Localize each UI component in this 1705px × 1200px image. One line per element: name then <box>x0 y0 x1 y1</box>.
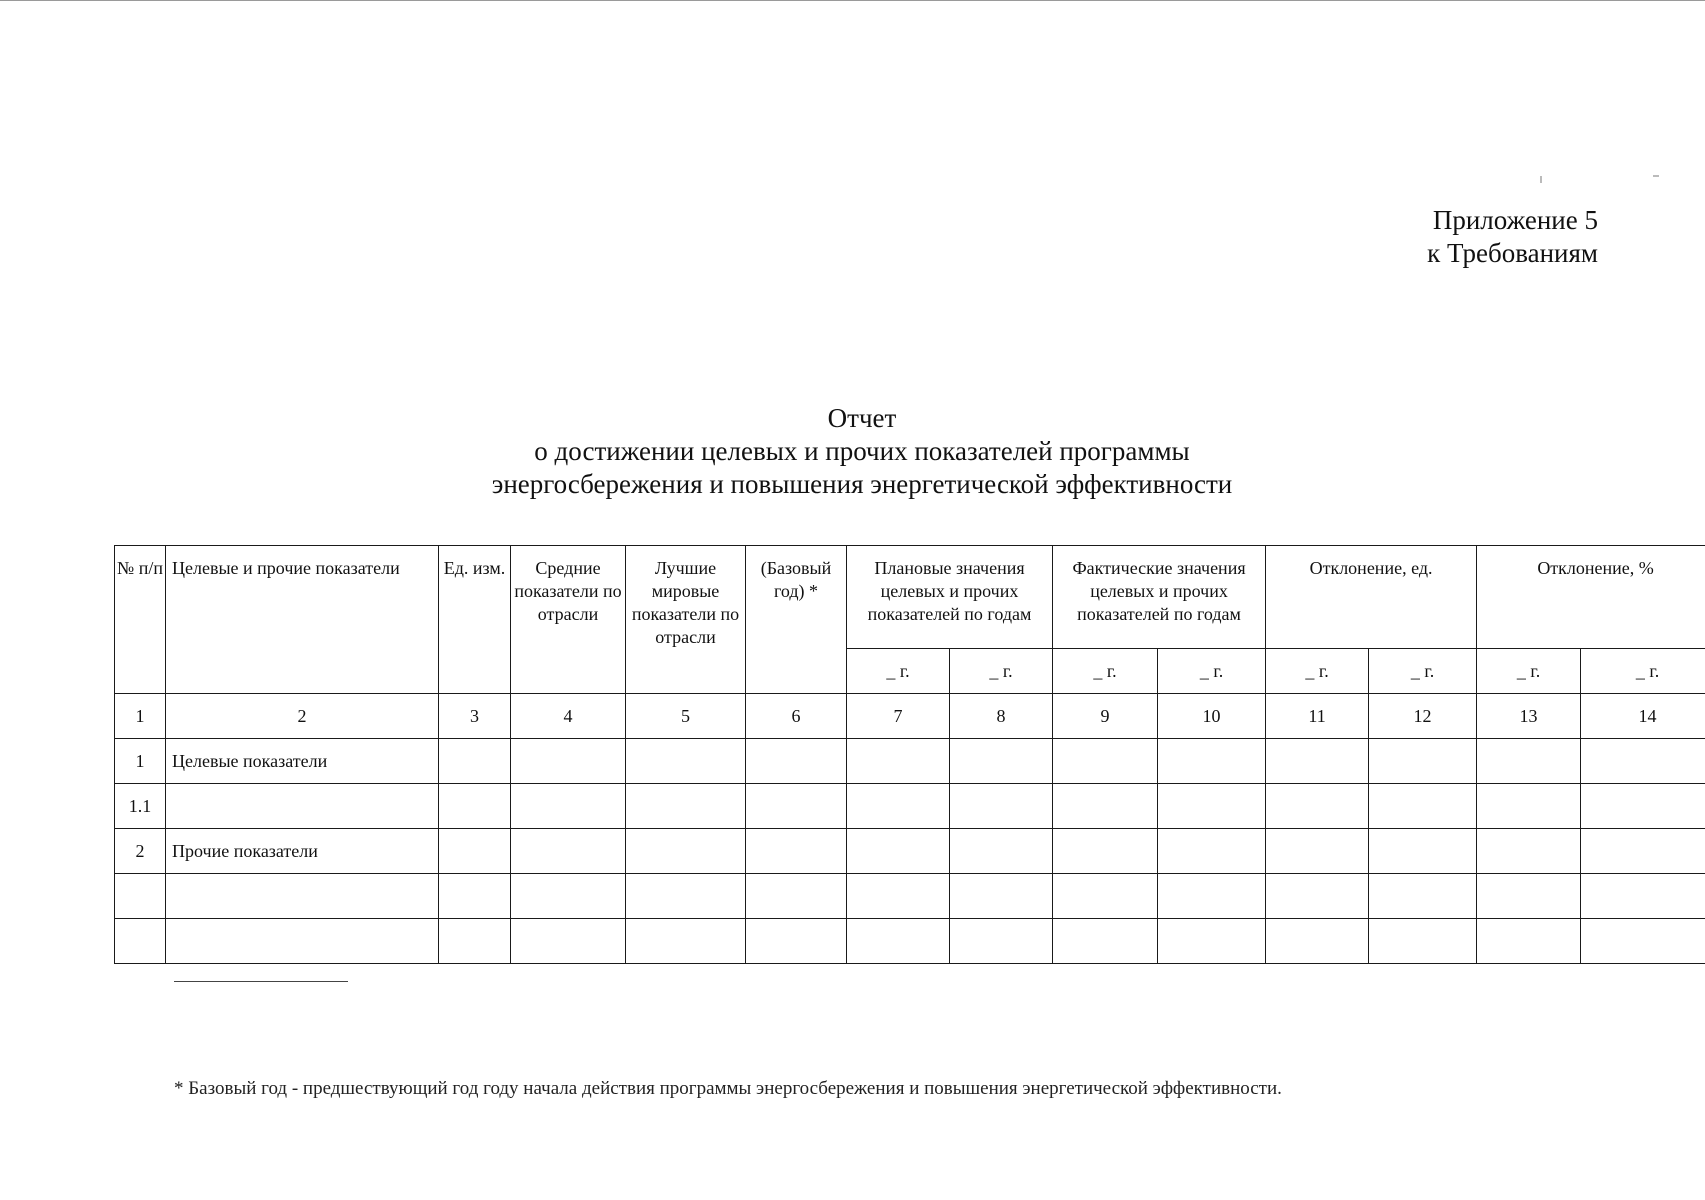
table-row <box>115 874 1705 919</box>
empty-cell <box>511 919 626 964</box>
top-border-line <box>0 0 1705 1</box>
empty-cell <box>1581 784 1705 829</box>
year-cell: _ г. <box>1266 649 1369 694</box>
scan-speck <box>1653 175 1659 177</box>
row-label <box>166 919 439 964</box>
empty-cell <box>746 829 847 874</box>
empty-cell <box>1369 874 1477 919</box>
empty-cell <box>950 829 1053 874</box>
empty-cell <box>1369 829 1477 874</box>
header-industry-average: Средние показатели по отрасли <box>511 546 626 694</box>
report-title <box>457 402 1267 501</box>
appendix-label <box>1427 204 1598 270</box>
empty-cell <box>1158 784 1266 829</box>
empty-cell <box>1053 919 1158 964</box>
year-cell: _ г. <box>1369 649 1477 694</box>
empty-cell <box>1158 874 1266 919</box>
title-line-1: Отчет <box>827 403 897 433</box>
empty-cell <box>847 919 950 964</box>
year-cell: _ г. <box>1158 649 1266 694</box>
empty-cell <box>1266 784 1369 829</box>
empty-cell <box>746 919 847 964</box>
scan-speck <box>1540 176 1542 183</box>
title-line-2: о достижении целевых и прочих показателей программы <box>534 436 1190 466</box>
empty-cell <box>511 874 626 919</box>
empty-cell <box>1053 874 1158 919</box>
table-row <box>115 739 1705 784</box>
empty-cell <box>1266 919 1369 964</box>
row-number <box>115 919 166 964</box>
column-number: 2 <box>166 694 439 739</box>
column-number: 9 <box>1053 694 1158 739</box>
row-number: 1 <box>115 739 166 784</box>
year-cell: _ г. <box>950 649 1053 694</box>
empty-cell <box>626 919 746 964</box>
empty-cell <box>626 874 746 919</box>
column-number: 14 <box>1581 694 1705 739</box>
empty-cell <box>511 739 626 784</box>
row-number: 2 <box>115 829 166 874</box>
table-row <box>115 784 1705 829</box>
table-row <box>115 829 1705 874</box>
empty-cell <box>1369 784 1477 829</box>
empty-cell <box>1053 739 1158 784</box>
header-base-year: (Базовый год) * <box>746 546 847 694</box>
indicators-report-table <box>114 545 1705 964</box>
column-number: 12 <box>1369 694 1477 739</box>
empty-cell <box>1581 874 1705 919</box>
title-line-3: энергосбережения и повышения энергетической эффективности <box>491 469 1233 499</box>
empty-cell <box>847 784 950 829</box>
row-label: Прочие показатели <box>166 829 439 874</box>
appendix-reference: к Требованиям <box>1427 238 1598 268</box>
empty-cell <box>439 784 511 829</box>
empty-cell <box>1477 784 1581 829</box>
column-number: 8 <box>950 694 1053 739</box>
empty-cell <box>439 874 511 919</box>
row-label: Целевые показатели <box>166 739 439 784</box>
empty-cell <box>1581 919 1705 964</box>
column-number: 4 <box>511 694 626 739</box>
empty-cell <box>950 739 1053 784</box>
empty-cell <box>1053 829 1158 874</box>
empty-cell <box>1581 829 1705 874</box>
column-number: 7 <box>847 694 950 739</box>
header-deviation-percent: Отклонение, % <box>1477 546 1705 649</box>
column-number: 10 <box>1158 694 1266 739</box>
row-number <box>115 874 166 919</box>
empty-cell <box>950 874 1053 919</box>
year-cell: _ г. <box>1581 649 1705 694</box>
column-number: 11 <box>1266 694 1369 739</box>
table-row <box>115 919 1705 964</box>
empty-cell <box>439 829 511 874</box>
empty-cell <box>847 874 950 919</box>
year-cell: _ г. <box>1477 649 1581 694</box>
empty-cell <box>1369 739 1477 784</box>
row-label <box>166 784 439 829</box>
empty-cell <box>1158 919 1266 964</box>
empty-cell <box>626 739 746 784</box>
year-cell: _ г. <box>847 649 950 694</box>
header-world-best: Лучшие мировые показатели по отрасли <box>626 546 746 694</box>
empty-cell <box>1266 829 1369 874</box>
header-unit: Ед. изм. <box>439 546 511 694</box>
column-number-row <box>115 694 1705 739</box>
header-actual-values: Фактические значения целевых и прочих показателей по годам <box>1053 546 1266 649</box>
empty-cell <box>1158 829 1266 874</box>
empty-cell <box>439 919 511 964</box>
empty-cell <box>950 919 1053 964</box>
empty-cell <box>439 739 511 784</box>
column-number: 1 <box>115 694 166 739</box>
empty-cell <box>1158 739 1266 784</box>
header-indicators: Целевые и прочие показатели <box>166 546 439 694</box>
appendix-number: Приложение 5 <box>1432 205 1598 235</box>
empty-cell <box>950 784 1053 829</box>
empty-cell <box>1477 829 1581 874</box>
column-number: 5 <box>626 694 746 739</box>
column-number: 3 <box>439 694 511 739</box>
empty-cell <box>1369 919 1477 964</box>
empty-cell <box>626 829 746 874</box>
footnote: * Базовый год - предшествующий год году начала действия программы энергосбережения и повышения энергетической эффективности. <box>174 1078 1282 1099</box>
empty-cell <box>1266 874 1369 919</box>
empty-cell <box>626 784 746 829</box>
header-num: № п/п <box>115 546 166 694</box>
row-number: 1.1 <box>115 784 166 829</box>
empty-cell <box>746 874 847 919</box>
empty-cell <box>847 739 950 784</box>
column-number: 6 <box>746 694 847 739</box>
empty-cell <box>1581 739 1705 784</box>
column-number: 13 <box>1477 694 1581 739</box>
empty-cell <box>1477 874 1581 919</box>
year-cell: _ г. <box>1053 649 1158 694</box>
empty-cell <box>1053 784 1158 829</box>
row-label <box>166 874 439 919</box>
empty-cell <box>511 784 626 829</box>
empty-cell <box>1477 919 1581 964</box>
footnote-separator <box>174 981 348 982</box>
empty-cell <box>511 829 626 874</box>
empty-cell <box>746 739 847 784</box>
empty-cell <box>1266 739 1369 784</box>
header-deviation-units: Отклонение, ед. <box>1266 546 1477 649</box>
empty-cell <box>847 829 950 874</box>
header-planned-values: Плановые значения целевых и прочих показателей по годам <box>847 546 1053 649</box>
empty-cell <box>746 784 847 829</box>
header-row <box>115 546 1705 649</box>
empty-cell <box>1477 739 1581 784</box>
